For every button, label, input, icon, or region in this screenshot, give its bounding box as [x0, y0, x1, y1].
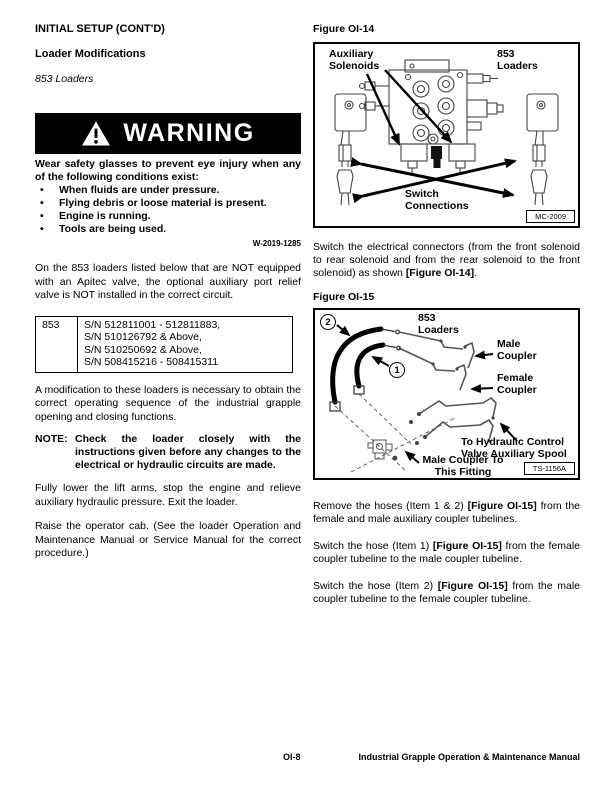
- figure-reference: [Figure OI-15]: [467, 500, 537, 512]
- table-row: [36, 316, 293, 372]
- paragraph-text: from the female coupler tubeline to the male coupler tubeline.: [313, 540, 580, 565]
- fig15-callout-2: 2: [320, 314, 336, 330]
- warning-title: WARNING: [123, 119, 255, 147]
- paragraph-text: Switch the hose (Item 1): [313, 540, 433, 552]
- fig15-callout-1: 1: [389, 362, 405, 378]
- warning-triangle-icon: [81, 120, 111, 147]
- fig14-label-auxiliary-solenoids: Auxiliary Solenoids: [329, 48, 380, 72]
- bullet-marker: •: [40, 197, 44, 209]
- paragraph-text: Switch the electrical connectors (from the front solenoid to rear solenoid and from the rear solenoid to the front solenoid) as shown: [313, 241, 580, 279]
- bullet-text: Tools are being used.: [59, 223, 167, 235]
- serial-line: S/N 512811001 - 512811883,: [84, 318, 221, 331]
- note-text: Check the loader closely with the instructions given before any changes to the electrical or hydraulic circuits are made.: [75, 433, 301, 471]
- fig15-label-male-coupler-fitting: Male Coupler To This Fitting: [422, 454, 504, 478]
- paragraph-text: from the male coupler tubeline to the female coupler tubeline.: [313, 580, 580, 605]
- figure-reference: [Figure OI-15]: [437, 580, 508, 592]
- fig14-label-853-loaders: 853 Loaders: [497, 48, 538, 72]
- warning-banner: [35, 113, 301, 154]
- figure-14: [313, 42, 580, 228]
- paragraph-switch-hose-2: [313, 580, 580, 606]
- warning-intro: Wear safety glasses to prevent eye injury when any of the following conditions exist:: [35, 158, 301, 183]
- paragraph-lower-lift-arms: Fully lower the lift arms, stop the engine and relieve auxiliary hydraulic pressure. Exit the loader.: [35, 482, 301, 508]
- fig15-label-female-coupler: Female Coupler: [497, 372, 537, 396]
- bullet-item: [35, 184, 301, 197]
- bullet-item: [35, 210, 301, 223]
- fig15-label-853-loaders: 853 Loaders: [418, 312, 459, 336]
- fig15-label-male-coupler: Male Coupler: [497, 338, 537, 362]
- note-label: NOTE:: [35, 433, 68, 445]
- warning-bullet-list: [35, 184, 301, 236]
- warning-text-block: [35, 158, 301, 236]
- paragraph-switch-hose-1: [313, 540, 580, 566]
- table-serials-cell: [78, 316, 293, 372]
- fig15-label-hydraulic-spool: To Hydraulic Control Valve Auxiliary Spool: [461, 436, 567, 460]
- footer-manual-title: Industrial Grapple Operation & Maintenance Manual: [358, 752, 580, 762]
- paragraph-text: Remove the hoses (Item 1 & 2): [313, 500, 468, 512]
- fig14-label-switch-connections: Switch Connections: [405, 188, 469, 212]
- subsection-heading: Loader Modifications: [35, 48, 146, 60]
- footer-page-number: OI-8: [283, 752, 301, 762]
- paragraph-remove-hoses: [313, 500, 580, 526]
- figure-reference: [Figure OI-14]: [405, 267, 475, 279]
- figure-reference: [Figure OI-15]: [432, 540, 502, 552]
- paragraph-apitec: On the 853 loaders listed below that are NOT equipped with an Apitec valve, the optional auxiliary port relief valve is NOT installed in the correct circuit.: [35, 262, 301, 301]
- table-model-cell: 853: [36, 316, 78, 372]
- bullet-text: When fluids are under pressure.: [59, 184, 220, 196]
- serial-line: S/N 508415216 - 508415311: [84, 356, 219, 368]
- serial-number-table: [35, 316, 293, 373]
- paragraph-text: from the female and male auxiliary coupler tubelines.: [313, 500, 580, 525]
- serial-line: S/N 510126792 & Above,: [84, 331, 202, 343]
- bullet-marker: •: [40, 210, 44, 222]
- paragraph-raise-cab: Raise the operator cab. (See the loader Operation and Maintenance Manual or Service Manual for the correct procedure.): [35, 520, 301, 559]
- serial-line: S/N 510250692 & Above,: [84, 343, 202, 356]
- figure-15-caption: Figure OI-15: [313, 291, 375, 303]
- note-block: [35, 433, 301, 472]
- fig15-reference-tag: TS-1156A: [524, 462, 575, 475]
- section-heading: INITIAL SETUP (CONT'D): [35, 23, 165, 35]
- model-heading: 853 Loaders: [35, 73, 94, 85]
- fig14-reference-tag: MC-2009: [526, 210, 575, 223]
- figure-15: [313, 308, 580, 480]
- right-column: [313, 22, 580, 606]
- paragraph-text: .: [474, 267, 477, 279]
- warning-reference-code: W-2019-1285: [252, 239, 301, 248]
- bullet-item: [35, 197, 301, 210]
- figure-14-caption: Figure OI-14: [313, 23, 375, 35]
- bullet-text: Engine is running.: [59, 210, 151, 222]
- left-column: [35, 22, 301, 561]
- bullet-marker: •: [40, 223, 44, 235]
- bullet-text: Flying debris or loose material is present.: [59, 197, 267, 209]
- paragraph-switch-connectors: [313, 241, 580, 280]
- bullet-item: [35, 223, 301, 236]
- paragraph-modification: A modification to these loaders is necessary to obtain the correct operating sequence of the industrial grapple opening and closing functions.: [35, 383, 301, 423]
- paragraph-text: Switch the hose (Item 2): [313, 580, 438, 592]
- bullet-marker: •: [40, 184, 44, 196]
